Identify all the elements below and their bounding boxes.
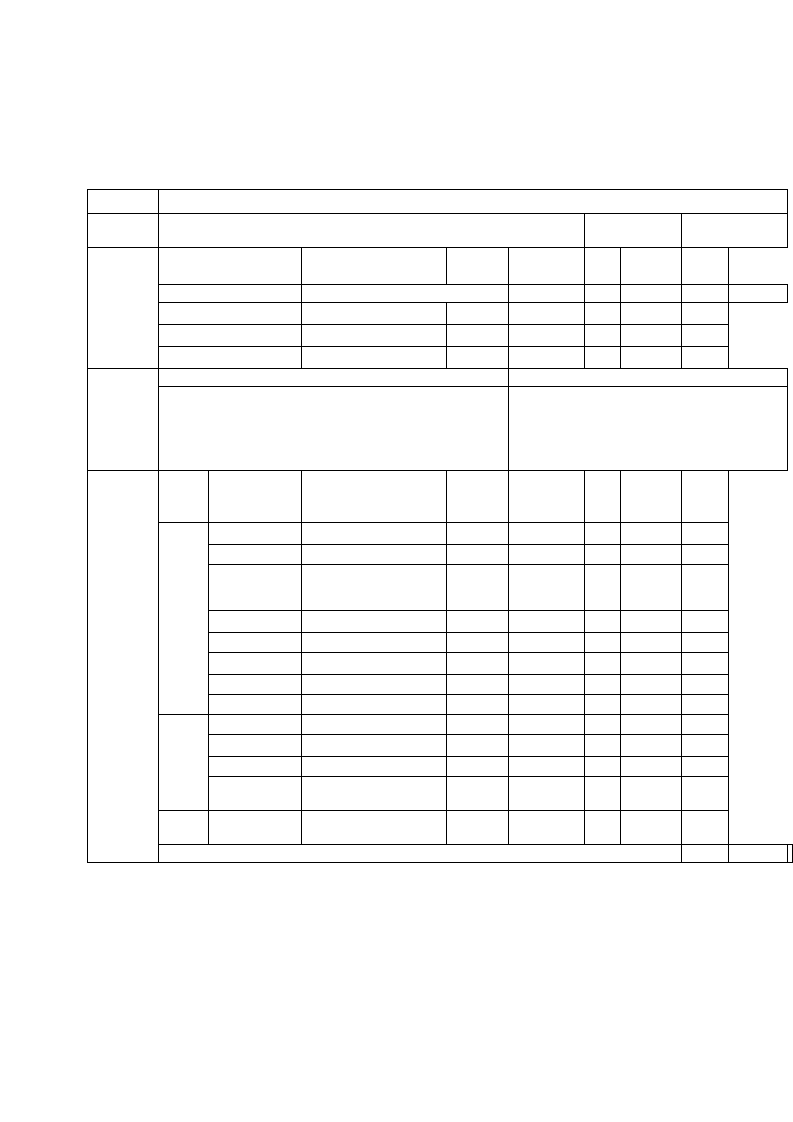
benefit-label	[158, 715, 208, 811]
perf-cell	[302, 565, 447, 611]
perf-cell	[620, 611, 681, 633]
total-row	[88, 845, 793, 863]
perf-cell	[681, 757, 728, 777]
dept-row	[88, 214, 793, 248]
total-got	[729, 845, 788, 863]
funds-header-blank	[158, 248, 301, 285]
funds-value	[620, 303, 681, 325]
perf-cell	[447, 777, 509, 811]
perf-cell	[620, 715, 681, 735]
funds-header-0	[302, 248, 447, 285]
perf-cell	[620, 757, 681, 777]
perf-cell	[208, 633, 301, 653]
perf-cell	[681, 811, 728, 845]
perf-label	[88, 471, 159, 863]
total-blank	[788, 845, 793, 863]
perf-header-0	[158, 471, 208, 523]
funds-value	[620, 325, 681, 347]
perf-cell	[208, 523, 301, 545]
funds-value	[509, 285, 585, 303]
perf-header-2	[302, 471, 447, 523]
perf-cell	[509, 811, 585, 845]
perf-cell	[584, 735, 620, 757]
funds-row-name	[158, 285, 301, 303]
perf-cell	[302, 715, 447, 735]
perf-cell	[302, 611, 447, 633]
funds-value	[584, 347, 620, 369]
perf-cell	[584, 565, 620, 611]
perf-cell	[447, 675, 509, 695]
goal-actual-label	[509, 369, 788, 387]
perf-cell	[681, 695, 728, 715]
evaluation-table	[87, 189, 793, 863]
perf-cell	[584, 611, 620, 633]
funds-value	[302, 285, 509, 303]
perf-satisfaction-row-0	[88, 811, 793, 845]
funds-header-5	[681, 248, 728, 285]
funds-value	[584, 285, 620, 303]
funds-value	[681, 303, 728, 325]
perf-cell	[302, 811, 447, 845]
impl-label	[584, 214, 681, 248]
funds-value	[447, 303, 509, 325]
perf-cell	[620, 695, 681, 715]
perf-cell	[620, 675, 681, 695]
satisfaction-label	[158, 811, 208, 845]
perf-cell	[208, 675, 301, 695]
perf-cell	[584, 545, 620, 565]
perf-cell	[620, 523, 681, 545]
output-label	[158, 523, 208, 715]
perf-cell	[509, 777, 585, 811]
perf-cell	[681, 715, 728, 735]
perf-cell	[208, 777, 301, 811]
funds-header-2	[509, 248, 585, 285]
perf-cell	[681, 565, 728, 611]
perf-cell	[447, 695, 509, 715]
perf-cell	[681, 523, 728, 545]
funds-value	[509, 347, 585, 369]
perf-cell	[302, 653, 447, 675]
perf-cell	[208, 757, 301, 777]
perf-cell	[447, 653, 509, 675]
perf-cell	[447, 565, 509, 611]
perf-cell	[447, 715, 509, 735]
funds-row-2	[88, 325, 793, 347]
funds-value	[509, 303, 585, 325]
perf-cell	[302, 675, 447, 695]
funds-header-3	[584, 248, 620, 285]
funds-row-name	[158, 347, 301, 369]
funds-value	[447, 325, 509, 347]
perf-cell	[208, 611, 301, 633]
project-name-label	[88, 190, 159, 214]
project-name-row	[88, 190, 793, 214]
perf-cell	[681, 675, 728, 695]
perf-cell	[447, 523, 509, 545]
perf-header-4	[509, 471, 585, 523]
perf-header-3	[447, 471, 509, 523]
perf-cell	[208, 811, 301, 845]
funds-header-4	[620, 248, 681, 285]
impl-value	[681, 214, 787, 248]
perf-cell	[509, 523, 585, 545]
perf-cell	[681, 653, 728, 675]
perf-cell	[447, 811, 509, 845]
perf-cell	[509, 633, 585, 653]
perf-cell	[302, 777, 447, 811]
funds-header-1	[447, 248, 509, 285]
funds-row-1	[88, 303, 793, 325]
perf-cell	[681, 633, 728, 653]
goal-expected-label	[158, 369, 508, 387]
funds-value	[302, 303, 447, 325]
funds-value	[620, 347, 681, 369]
perf-cell	[302, 735, 447, 757]
funds-row-3	[88, 347, 793, 369]
funds-value	[681, 347, 728, 369]
perf-header-1	[208, 471, 301, 523]
perf-cell	[584, 757, 620, 777]
perf-cell	[447, 633, 509, 653]
dept-label	[88, 214, 159, 248]
perf-cell	[620, 811, 681, 845]
funds-value	[302, 325, 447, 347]
funds-row-name	[158, 303, 301, 325]
funds-row-name	[158, 325, 301, 347]
funds-header-row	[88, 248, 793, 285]
goal-expected-text	[158, 387, 508, 471]
perf-cell	[681, 735, 728, 757]
perf-cell	[509, 735, 585, 757]
perf-cell	[302, 633, 447, 653]
perf-cell	[620, 565, 681, 611]
perf-cell	[584, 811, 620, 845]
perf-cell	[302, 523, 447, 545]
funds-row-0	[88, 285, 793, 303]
project-name-value	[158, 190, 787, 214]
perf-cell	[447, 757, 509, 777]
goal-header-row	[88, 369, 793, 387]
total-label	[158, 845, 681, 863]
funds-label-cell	[88, 248, 159, 369]
perf-cell	[509, 675, 585, 695]
funds-value	[681, 325, 728, 347]
perf-cell	[584, 675, 620, 695]
total-score	[681, 845, 728, 863]
perf-header-row	[88, 471, 793, 523]
perf-cell	[509, 715, 585, 735]
perf-cell	[584, 777, 620, 811]
perf-cell	[208, 565, 301, 611]
perf-cell	[447, 735, 509, 757]
perf-cell	[681, 777, 728, 811]
perf-header-6	[620, 471, 681, 523]
perf-cell	[681, 611, 728, 633]
perf-cell	[509, 611, 585, 633]
perf-cell	[620, 653, 681, 675]
perf-cell	[208, 735, 301, 757]
funds-value	[447, 347, 509, 369]
perf-cell	[208, 695, 301, 715]
perf-cell	[509, 757, 585, 777]
perf-cell	[620, 735, 681, 757]
goal-label	[88, 369, 159, 471]
perf-output-row-0	[88, 523, 793, 545]
perf-cell	[208, 653, 301, 675]
perf-cell	[509, 653, 585, 675]
funds-value	[509, 325, 585, 347]
perf-cell	[620, 777, 681, 811]
perf-cell	[584, 715, 620, 735]
perf-cell	[447, 545, 509, 565]
perf-cell	[584, 653, 620, 675]
perf-benefit-row-0	[88, 715, 793, 735]
perf-cell	[509, 695, 585, 715]
perf-cell	[584, 695, 620, 715]
perf-cell	[620, 545, 681, 565]
perf-cell	[584, 633, 620, 653]
perf-cell	[208, 545, 301, 565]
perf-cell	[302, 545, 447, 565]
funds-value	[681, 285, 728, 303]
funds-value	[584, 325, 620, 347]
perf-cell	[584, 523, 620, 545]
perf-cell	[509, 545, 585, 565]
perf-cell	[302, 695, 447, 715]
perf-header-7	[681, 471, 728, 523]
perf-cell	[620, 633, 681, 653]
funds-value	[620, 285, 681, 303]
funds-value	[729, 285, 788, 303]
funds-value	[584, 303, 620, 325]
perf-cell	[447, 611, 509, 633]
perf-cell	[681, 545, 728, 565]
goal-content-row	[88, 387, 793, 471]
perf-cell	[509, 565, 585, 611]
perf-header-5	[584, 471, 620, 523]
dept-value	[158, 214, 584, 248]
goal-actual-text	[509, 387, 788, 471]
perf-cell	[208, 715, 301, 735]
perf-cell	[302, 757, 447, 777]
funds-value	[302, 347, 447, 369]
